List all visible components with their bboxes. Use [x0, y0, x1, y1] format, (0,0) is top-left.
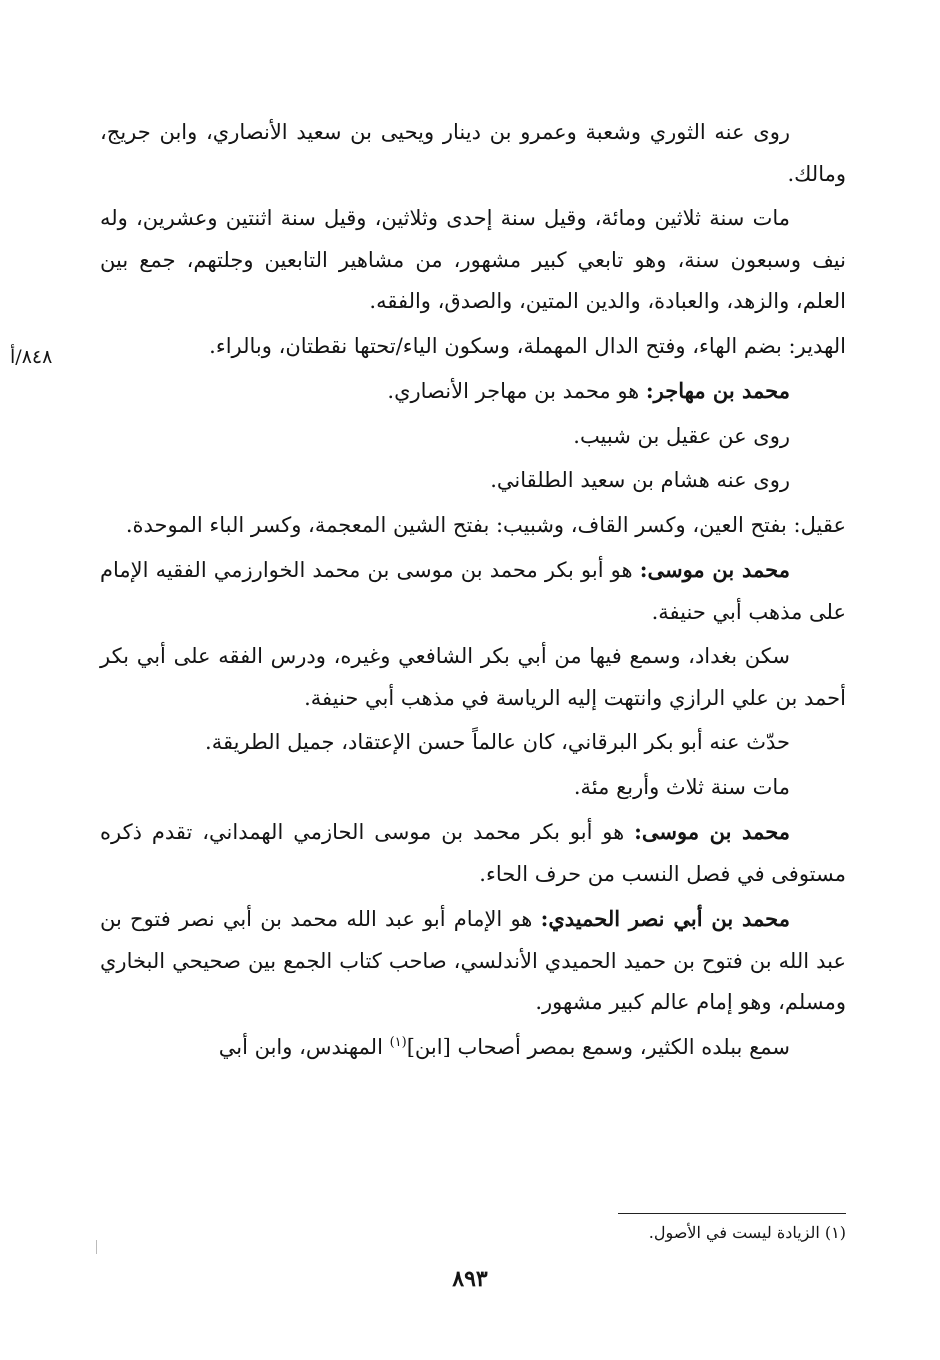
paragraph-death-403 [100, 767, 846, 809]
margin-mark [96, 1240, 97, 1254]
entry-humaydi [100, 898, 846, 1024]
paragraph-text: المهندس، وابن أبي [218, 1034, 390, 1059]
paragraph-text: مات سنة ثلاثين ومائة، وقيل سنة إحدى وثلاثين، وقيل سنة اثنتين وعشرين، وله نيف وسبعون سنة، وهو تابعي كبير مشهور، من مشاهير التابعين وجلتهم، جمع بين العلم، والزهد، والعبادة، والدين المتين، والصدق، والفقه. [100, 206, 846, 313]
paragraph-narrators [100, 112, 846, 195]
paragraph-text: الهدير: بضم الهاء، وفتح الدال المهملة، وسكون الياء/تحتها نقطتان، وبالراء. [209, 333, 846, 358]
paragraph-text: روى عنه هشام بن سعيد الطلقاني. [490, 468, 790, 492]
paragraph-barqani [100, 722, 846, 764]
entry-text: هو محمد بن مهاجر الأنصاري. [387, 379, 646, 403]
margin-folio-note: ٨٤٨/أ [10, 346, 53, 368]
paragraph-aqil-vocalization [100, 505, 846, 547]
entry-muhammad-ibn-musa-hazimi [100, 811, 846, 895]
footnote: (١) الزيادة ليست في الأصول. [648, 1223, 846, 1242]
paragraph-text: سمع ببلده الكثير، وسمع بمصر أصحاب [ابن] [406, 1034, 790, 1059]
entry-muhammad-ibn-muhajir [100, 370, 846, 413]
entry-text: هو أبو بكر محمد بن موسى بن محمد الخوارزمي الفقيه الإمام على مذهب أبي حنيفة. [100, 558, 846, 624]
paragraph-hadir-vocalization [100, 326, 846, 368]
paragraph-narrated-from [100, 416, 846, 458]
page-number: ٨٩٣ [452, 1266, 488, 1292]
footnote-marker: (١) [389, 1034, 407, 1050]
paragraph-text: مات سنة ثلاث وأربع مئة. [573, 774, 790, 799]
entry-heading: محمد بن أبي نصر الحميدي: [540, 906, 790, 931]
main-text [100, 112, 846, 1071]
entry-heading: محمد بن موسى: [639, 557, 790, 582]
paragraph-death-year [100, 198, 846, 323]
paragraph-text: حدّث عنه أبو بكر البرقاني، كان عالماً حسن الإعتقاد، جميل الطريقة. [205, 730, 790, 754]
paragraph-text: سكن بغداد، وسمع فيها من أبي بكر الشافعي وغيره، ودرس الفقه على أبي بكر أحمد بن علي الرازي وانتهت إليه الرياسة في مذهب أبي حنيفة. [100, 644, 846, 710]
paragraph-text: روى عن عقيل بن شبيب. [573, 423, 790, 448]
paragraph-text: روى عنه الثوري وشعبة وعمرو بن دينار ويحيى بن سعيد الأنصاري، وابن جريج، ومالك. [100, 120, 846, 186]
footnote-separator [618, 1213, 846, 1214]
entry-text: هو أبو بكر محمد بن موسى الحازمي الهمداني، تقدم ذكره مستوفى في فصل النسب من حرف الحاء. [100, 820, 846, 886]
entry-muhammad-ibn-musa-khwarizmi [100, 549, 846, 633]
entry-heading: محمد بن موسى: [634, 819, 790, 844]
entry-text: هو الإمام أبو عبد الله محمد بن أبي نصر فتوح بن عبد الله بن فتوح بن حميد الحميدي الأندلسي، صاحب كتاب الجمع بين صحيحي البخاري ومسلم، وهو إمام عالم كبير مشهور. [100, 907, 846, 1014]
paragraph-text: عقيل: بفتح العين، وكسر القاف، وشبيب: بفتح الشين المعجمة، وكسر الباء الموحدة. [125, 512, 846, 537]
paragraph-narrated-by [100, 460, 846, 502]
entry-heading: محمد بن مهاجر: [645, 378, 790, 403]
paragraph-baghdad [100, 636, 846, 719]
paragraph-heard-in-egypt [100, 1027, 846, 1069]
